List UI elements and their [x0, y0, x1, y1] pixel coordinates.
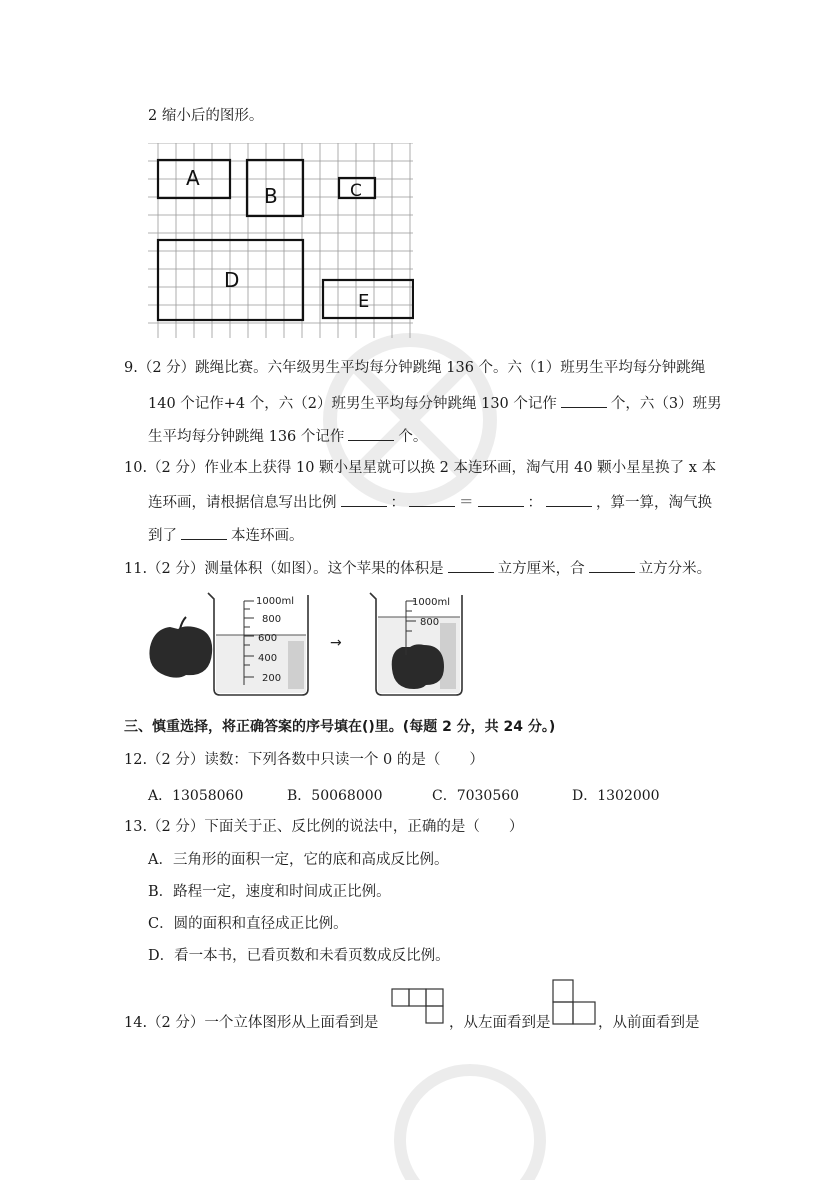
label-c: C — [350, 181, 362, 201]
q9-line1: 9.（2 分）跳绳比赛。六年级男生平均每分钟跳绳 136 个。六（1）班男生平均每分钟跳绳 — [124, 360, 706, 376]
q10-blank4[interactable] — [546, 491, 592, 507]
intro-line: 2 缩小后的图形。 — [148, 108, 264, 124]
svg-text:800: 800 — [262, 614, 282, 625]
q11-blank1[interactable] — [448, 557, 494, 573]
svg-text:400: 400 — [258, 653, 278, 664]
svg-text:1000ml: 1000ml — [256, 596, 294, 607]
beaker-after — [370, 593, 462, 695]
q13-option-a[interactable]: A．三角形的面积一定，它的底和高成反比例。 — [148, 852, 449, 868]
q13-option-b[interactable]: B．路程一定，速度和时间成正比例。 — [148, 884, 391, 900]
q9-blank1[interactable] — [561, 392, 607, 408]
q14-part2: ，从左面看到是 — [449, 1015, 551, 1031]
q10-line1: 10.（2 分）作业本上获得 10 颗小星星就可以换 2 本连环画，淘气用 40 颗小星星换了 x 本 — [124, 460, 717, 476]
label-b: B — [264, 184, 278, 208]
q13-option-d[interactable]: D．看一本书，已看页数和未看页数成反比例。 — [148, 948, 450, 964]
arrow-icon: → — [330, 635, 342, 651]
q13-option-c[interactable]: C．圆的面积和直径成正比例。 — [148, 916, 348, 932]
q9-line3: 生平均每分钟跳绳 136 个记作 个。 — [148, 425, 427, 447]
q14-part3: ，从前面看到是 — [598, 1015, 700, 1031]
watermark-logo-bottom — [380, 1040, 560, 1180]
label-d: D — [224, 268, 240, 292]
q9-line2: 140 个记作+4 个，六（2）班男生平均每分钟跳绳 130 个记作 个，六（3）班男 — [148, 392, 722, 414]
q10-blank5[interactable] — [181, 524, 227, 540]
label-e: E — [358, 291, 370, 312]
svg-text:800: 800 — [420, 617, 440, 628]
left-view-figure — [551, 978, 597, 1026]
q10-blank2[interactable] — [409, 491, 455, 507]
q10-line3: 到了 本连环画。 — [148, 524, 304, 546]
svg-text:200: 200 — [262, 673, 282, 684]
volume-figure — [140, 585, 470, 700]
q11-line1: 11.（2 分）测量体积（如图）。这个苹果的体积是 立方厘米，合 立方分米。 — [124, 557, 711, 579]
label-a: A — [186, 166, 200, 190]
q14-part1: 14.（2 分）一个立体图形从上面看到是 — [124, 1015, 379, 1031]
q10-line2: 连环画，请根据信息写出比例 ： ＝ ： ，算一算，淘气换 — [148, 491, 712, 513]
apple-icon — [149, 617, 212, 678]
q12-option-a[interactable]: A．13058060 — [148, 788, 244, 804]
grid-figure — [148, 143, 414, 341]
q9-blank2[interactable] — [348, 425, 394, 441]
beaker-before — [208, 593, 308, 695]
q12-option-d[interactable]: D．1302000 — [572, 788, 660, 804]
q13-stem: 13.（2 分）下面关于正、反比例的说法中，正确的是（ ） — [124, 819, 524, 835]
q12-option-c[interactable]: C．7030560 — [432, 788, 520, 804]
q10-blank1[interactable] — [341, 491, 387, 507]
q12-stem: 12.（2 分）读数：下列各数中只读一个 0 的是（ ） — [124, 752, 484, 768]
q11-blank2[interactable] — [589, 557, 635, 573]
section3-title: 三、慎重选择，将正确答案的序号填在()里。(每题 2 分，共 24 分。) — [124, 719, 556, 735]
q12-option-b[interactable]: B．50068000 — [287, 788, 383, 804]
svg-text:600: 600 — [258, 633, 278, 644]
top-view-figure — [391, 988, 447, 1026]
svg-text:1000ml: 1000ml — [412, 597, 450, 608]
q10-blank3[interactable] — [478, 491, 524, 507]
